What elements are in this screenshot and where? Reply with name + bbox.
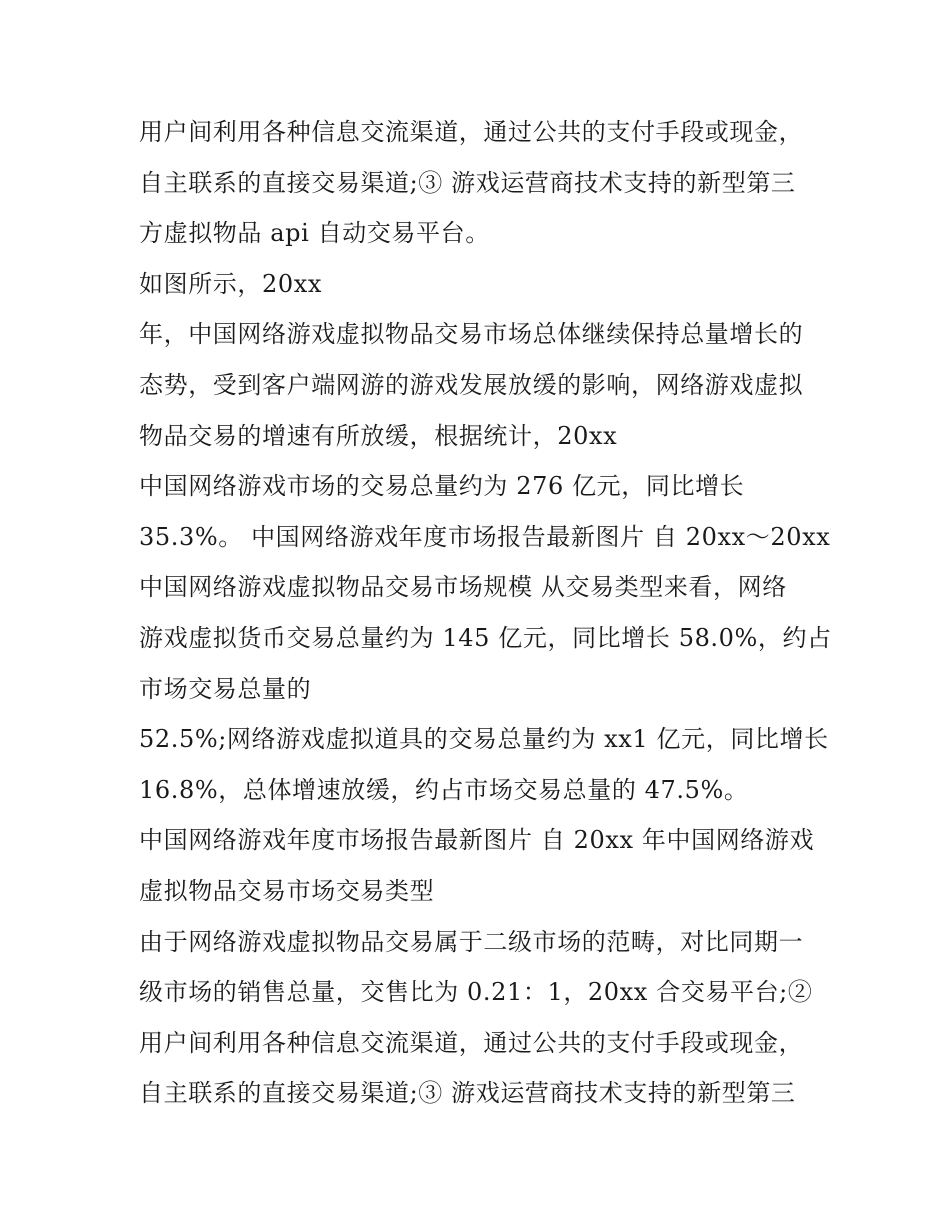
text-line: 中国网络游戏虚拟物品交易市场规模 从交易类型来看，网络 (139, 573, 787, 602)
text-line: 35.3%。 中国网络游戏年度市场报告最新图片 自 20xx～20xx (139, 522, 831, 551)
text-line: 物品交易的增速有所放缓，根据统计，20xx (139, 421, 618, 450)
text-line: 年，中国网络游戏虚拟物品交易市场总体继续保持总量增长的 (139, 320, 804, 349)
text-line: 中国网络游戏年度市场报告最新图片 自 20xx 年中国网络游戏 (139, 826, 815, 855)
text-line: 中国网络游戏市场的交易总量约为 276 亿元，同比增长 (139, 472, 745, 501)
text-line: 由于网络游戏虚拟物品交易属于二级市场的范畴，对比同期一 (139, 927, 804, 956)
text-line: 方虚拟物品 api 自动交易平台。 (139, 219, 490, 248)
text-line: 用户间利用各种信息交流渠道，通过公共的支付手段或现金， (139, 118, 804, 146)
text-line: 级市场的销售总量，交售比为 0.21：1，20xx 合交易平台;② (139, 978, 813, 1007)
text-line: 16.8%，总体增速放缓，约占市场交易总量的 47.5%。 (139, 775, 749, 804)
text-line: 自主联系的直接交易渠道;③ 游戏运营商技术支持的新型第三 (139, 168, 796, 197)
text-line: 52.5%;网络游戏虚拟道具的交易总量约为 xx1 亿元，同比增长 (139, 725, 829, 754)
text-line: 用户间利用各种信息交流渠道，通过公共的支付手段或现金， (139, 1028, 804, 1057)
text-line: 如图所示，20xx (139, 269, 323, 298)
body-text (139, 107, 839, 1119)
text-line: 自主联系的直接交易渠道;③ 游戏运营商技术支持的新型第三 (139, 1079, 796, 1108)
text-line: 游戏虚拟货币交易总量约为 145 亿元，同比增长 58.0%，约占 (139, 623, 832, 652)
text-line: 市场交易总量的 (139, 674, 312, 703)
text-line: 虚拟物品交易市场交易类型 (139, 876, 435, 905)
text-line: 态势，受到客户端网游的游戏发展放缓的影响，网络游戏虚拟 (139, 370, 804, 399)
